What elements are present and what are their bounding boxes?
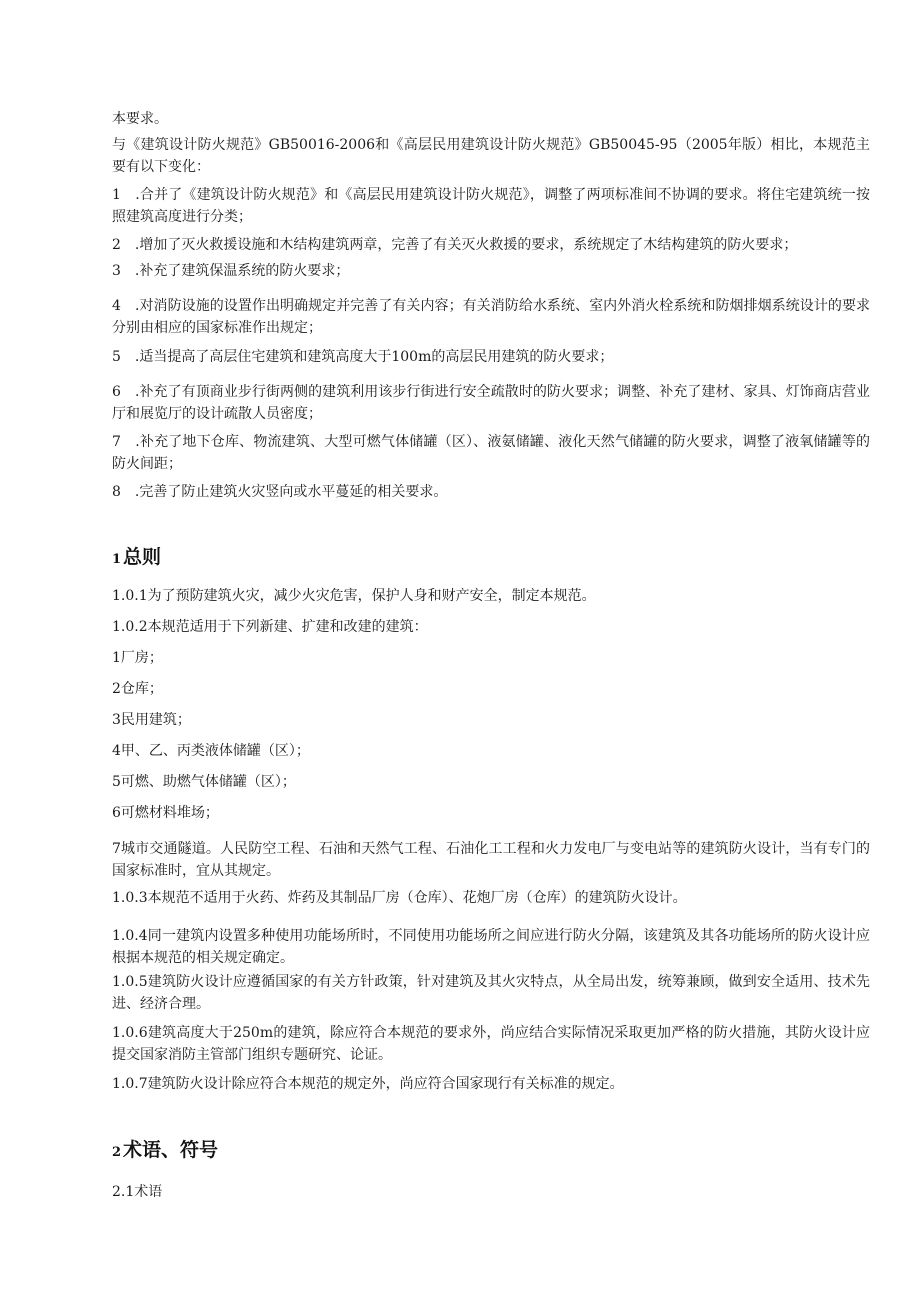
list-item-3: 3民用建筑； [112,712,191,728]
clause-1-0-7: 1.0.7建筑防火设计除应符合本规范的规定外，尚应符合国家现行有关标准的规定。 [112,1076,624,1092]
section-2-number: 2 [112,1145,122,1160]
section-1-title: 总则 [123,546,162,568]
change-item-5: 5 .适当提高了高层住宅建筑和建筑高度大于100m的高层民用建筑的防火要求； [112,349,614,365]
section-2-title: 术语、符号 [123,1139,219,1161]
change-item-7: 7 .补充了地下仓库、物流建筑、大型可燃气体储罐（区）、液氨储罐、液化天然气储罐的防火要求，调整了液氧储罐等的防火间距； [112,434,870,472]
subsection-2-1: 2.1术语 [112,1184,163,1200]
change-item-1: 1 .合并了《建筑设计防火规范》和《高层民用建筑设计防火规范》，调整了两项标准间不协调的要求。将住宅建筑统一按照建筑高度进行分类； [112,187,870,225]
change-item-8: 8 .完善了防止建筑火灾竖向或水平蔓延的相关要求。 [112,484,448,500]
clause-1-0-1: 1.0.1为了预防建筑火灾，减少火灾危害，保护人身和财产安全，制定本规范。 [112,588,596,604]
clause-1-0-6: 1.0.6建筑高度大于250m的建筑，除应符合本规范的要求外，尚应结合实际情况采取更加严格的防火措施，其防火设计应提交国家消防主管部门组织专题研究、论证。 [112,1025,870,1063]
change-item-4: 4 .对消防设施的设置作出明确规定并完善了有关内容；有关消防给水系统、室内外消火栓系统和防烟排烟系统设计的要求分别由相应的国家标准作出规定； [112,298,870,336]
list-item-4: 4甲、乙、丙类液体储罐（区）； [112,743,310,759]
section-2-heading [112,1138,218,1165]
list-item-2: 2仓库； [112,681,163,697]
change-item-6: 6 .补充了有顶商业步行街两侧的建筑利用该步行街进行安全疏散时的防火要求；调整、补充了建材、家具、灯饰商店营业厅和展览厅的设计疏散人员密度； [112,384,870,422]
intro-line: 本要求。 [112,111,168,127]
intro-paragraph: 与《建筑设计防火规范》GB50016-2006和《高层民用建筑设计防火规范》GB50045-95（2005年版）相比，本规范主要有以下变化： [112,137,870,175]
section-1-number: 1 [112,552,122,567]
clause-1-0-3: 1.0.3本规范不适用于火药、炸药及其制品厂房（仓库）、花炮厂房（仓库）的建筑防火设计。 [112,890,687,906]
list-item-7: 7城市交通隧道。人民防空工程、石油和天然气工程、石油化工工程和火力发电厂与变电站等的建筑防火设计，当有专门的国家标准时，宜从其规定。 [112,841,870,879]
section-1-heading [112,545,161,572]
list-item-6: 6可燃材料堆场； [112,805,219,821]
list-item-5: 5可燃、助燃气体储罐（区）； [112,774,296,790]
change-item-3: 3 .补充了建筑保温系统的防火要求； [112,263,350,279]
list-item-1: 1厂房； [112,650,163,666]
clause-1-0-4: 1.0.4同一建筑内设置多种使用功能场所时，不同使用功能场所之间应进行防火分隔，该建筑及其各功能场所的防火设计应根据本规范的相关规定确定。 [112,928,870,966]
clause-1-0-2: 1.0.2本规范适用于下列新建、扩建和改建的建筑： [112,619,428,635]
clause-1-0-5: 1.0.5建筑防火设计应遵循国家的有关方针政策，针对建筑及其火灾特点，从全局出发，统筹兼顾，做到安全适用、技术先进、经济合理。 [112,974,870,1012]
change-item-2: 2 .增加了灭火救援设施和木结构建筑两章，完善了有关灭火救援的要求，系统规定了木结构建筑的防火要求； [112,237,798,253]
